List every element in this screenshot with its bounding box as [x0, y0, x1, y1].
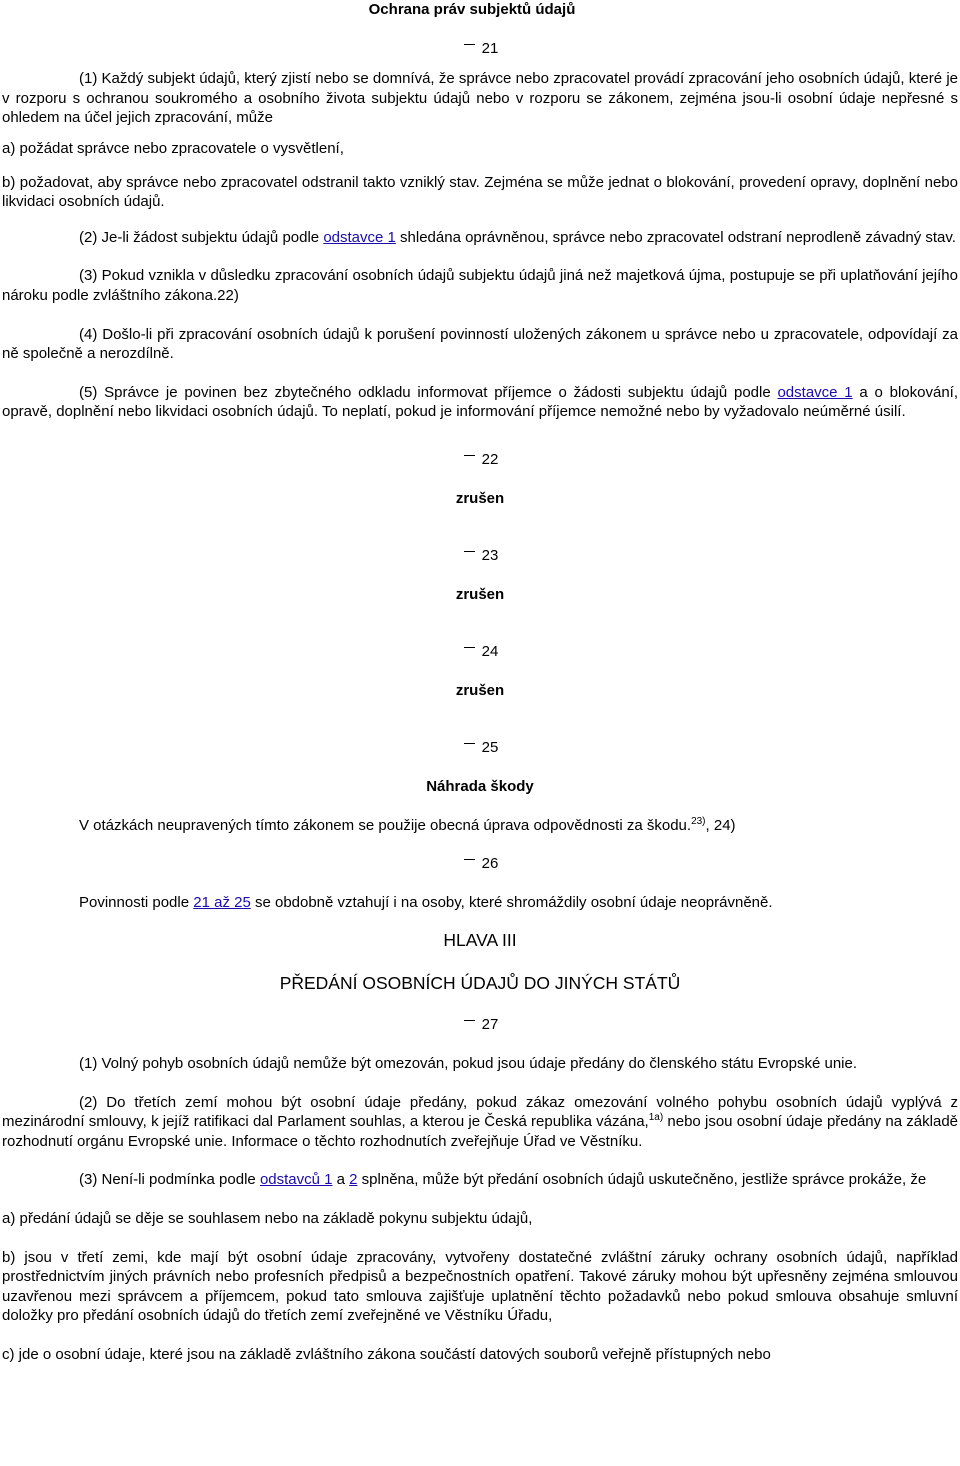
section-21-number: 21 — [2, 39, 958, 59]
link-21-az-25[interactable]: 21 až 25 — [193, 893, 251, 911]
s27-item-c: c) jde o osobní údaje, které jsou na základě zvláštního zákona součástí datových souborů veřejně přístupných nebo — [2, 1345, 771, 1363]
hlava-heading: HLAVA III — [443, 930, 517, 951]
s27-item-b: b) jsou v třetí zemi, kde mají být osobní údaje zpracovány, vytvořeny dostatečné zvláštní záruky ochrany osobních údajů, například prostřednictvím jiných právních nebo profesních předpisů a bezpečnostních opatření. Takové záruky mohou být upřesněny zejména smlouvou uzavřenou mezi správcem a příjemcem, pokud tato smlouva zajišťuje uplatnění těchto požadavků nebo pokud smlouva obsahuje smluvní doložky pro předání osobních údajů do třetích zemí zveřejněné ve Věstníku Úřadu, — [2, 1248, 958, 1325]
section-sign-icon — [462, 37, 476, 51]
s27-paragraph-1: (1) Volný pohyb osobních údajů nemůže být omezován, pokud jsou údaje předány do členského státu Evropské unie. — [79, 1055, 858, 1073]
s21-item-b: b) požadovat, aby správce nebo zpracovatel odstranil takto vzniklý stav. Zejména se může jednat o blokování, provedení opravy, doplnění nebo likvidaci osobních údajů. — [2, 173, 958, 211]
section-sign-icon — [462, 1013, 476, 1027]
section-sign-icon — [462, 448, 476, 462]
s27-paragraph-2: (2) Do třetích zemí mohou být osobní údaje předány, pokud zákaz omezování volného pohybu osobních údajů vyplývá z mezinárodní smlouvy, k jejíž ratifikaci dal Parlament souhlas, a kterou je Česká republika vázána,$^{1a)}$ nebo jsou osobní údaje předány na základě rozhodnutí orgánu Evropské unie. Informace o těchto rozhodnutích zveřejňuje Úřad ve Věstníku. — [2, 1093, 958, 1150]
s26-text: Povinnosti podle 21 až 25 se obdobně vztahují i na osoby, které shromáždily osobní údaje neoprávněně. — [79, 893, 773, 911]
section-24-status: zrušen — [455, 681, 505, 699]
link-odstavcu-1[interactable]: odstavců 1 — [259, 1171, 333, 1189]
s25-text: V otázkách neupravených tímto zákonem se použije obecná úprava odpovědnosti za škodu.$^{23)}$, 24) — [79, 815, 736, 834]
chapter-title: Ochrana práv subjektů údajů — [368, 1, 576, 18]
s21-paragraph-1: (1) Každý subjekt údajů, který zjistí nebo se domnívá, že správce nebo zpracovatel provádí zpracování jeho osobních údajů, které je v rozporu s ochranou soukromého a osobního života subjektu údajů nebo v rozporu se zákonem, zejména jsou-li osobní údaje nepřesné s ohledem na účel jejich zpracování, může — [2, 70, 958, 127]
link-odstavce-1[interactable]: odstavce 1 — [323, 228, 396, 246]
section-22-status: zrušen — [455, 489, 505, 507]
section-sign-icon — [462, 852, 476, 866]
s21-paragraph-3: (3) Pokud vznikla v důsledku zpracování osobních údajů subjektu údajů jiná než majetková újma, postupuje se při uplatňování jejího nároku podle zvláštního zákona.22) — [2, 267, 958, 304]
s21-item-a: a) požádat správce nebo zpracovatele o vysvětlení, — [2, 139, 344, 157]
s21-paragraph-2: (2) Je-li žádost subjektu údajů podle odstavce 1 shledána oprávněnou, správce nebo zpracovatel odstraní neprodleně závadný stav. — [79, 228, 956, 246]
link-odstavce-1-b[interactable]: odstavce 1 — [777, 383, 853, 401]
section-sign-icon — [462, 736, 476, 750]
s27-item-a: a) předání údajů se děje se souhlasem nebo na základě pokynu subjektu údajů, — [2, 1210, 533, 1227]
section-27-number: 27 — [2, 1015, 958, 1035]
section-25-number: 25 — [2, 738, 958, 758]
section-sign-icon — [462, 544, 476, 558]
section-26-number: 26 — [2, 854, 958, 874]
document-page — [1, 0, 959, 1365]
s21-paragraph-4: (4) Došlo-li při zpracování osobních údajů k porušení povinností uložených zákonem u správce nebo u zpracovatele, odpovídají za ně společně a nerozdílně. — [2, 325, 958, 363]
section-22-number: 22 — [2, 450, 958, 470]
section-sign-icon — [462, 640, 476, 654]
section-25-heading: Náhrada škody — [426, 778, 534, 796]
section-24-number: 24 — [2, 642, 958, 662]
section-23-status: zrušen — [455, 585, 505, 603]
hlava-title: PŘEDÁNÍ OSOBNÍCH ÚDAJŮ DO JINÝCH STÁTŮ — [279, 973, 681, 994]
link-odstavce-2[interactable]: 2 — [349, 1171, 358, 1189]
s21-paragraph-5: (5) Správce je povinen bez zbytečného odkladu informovat příjemce o žádosti subjektu údajů podle odstavce 1 a o blokování, opravě, doplnění nebo likvidaci osobních údajů. To neplatí, pokud je informování příjemce nemožné nebo by vyžadovalo neúměrné úsilí. — [2, 383, 958, 421]
s27-paragraph-3: (3) Není-li podmínka podle odstavců 1 a 2 splněna, může být předání osobních údajů uskutečněno, jestliže správce prokáže, že — [79, 1171, 927, 1189]
section-23-number: 23 — [2, 546, 958, 566]
